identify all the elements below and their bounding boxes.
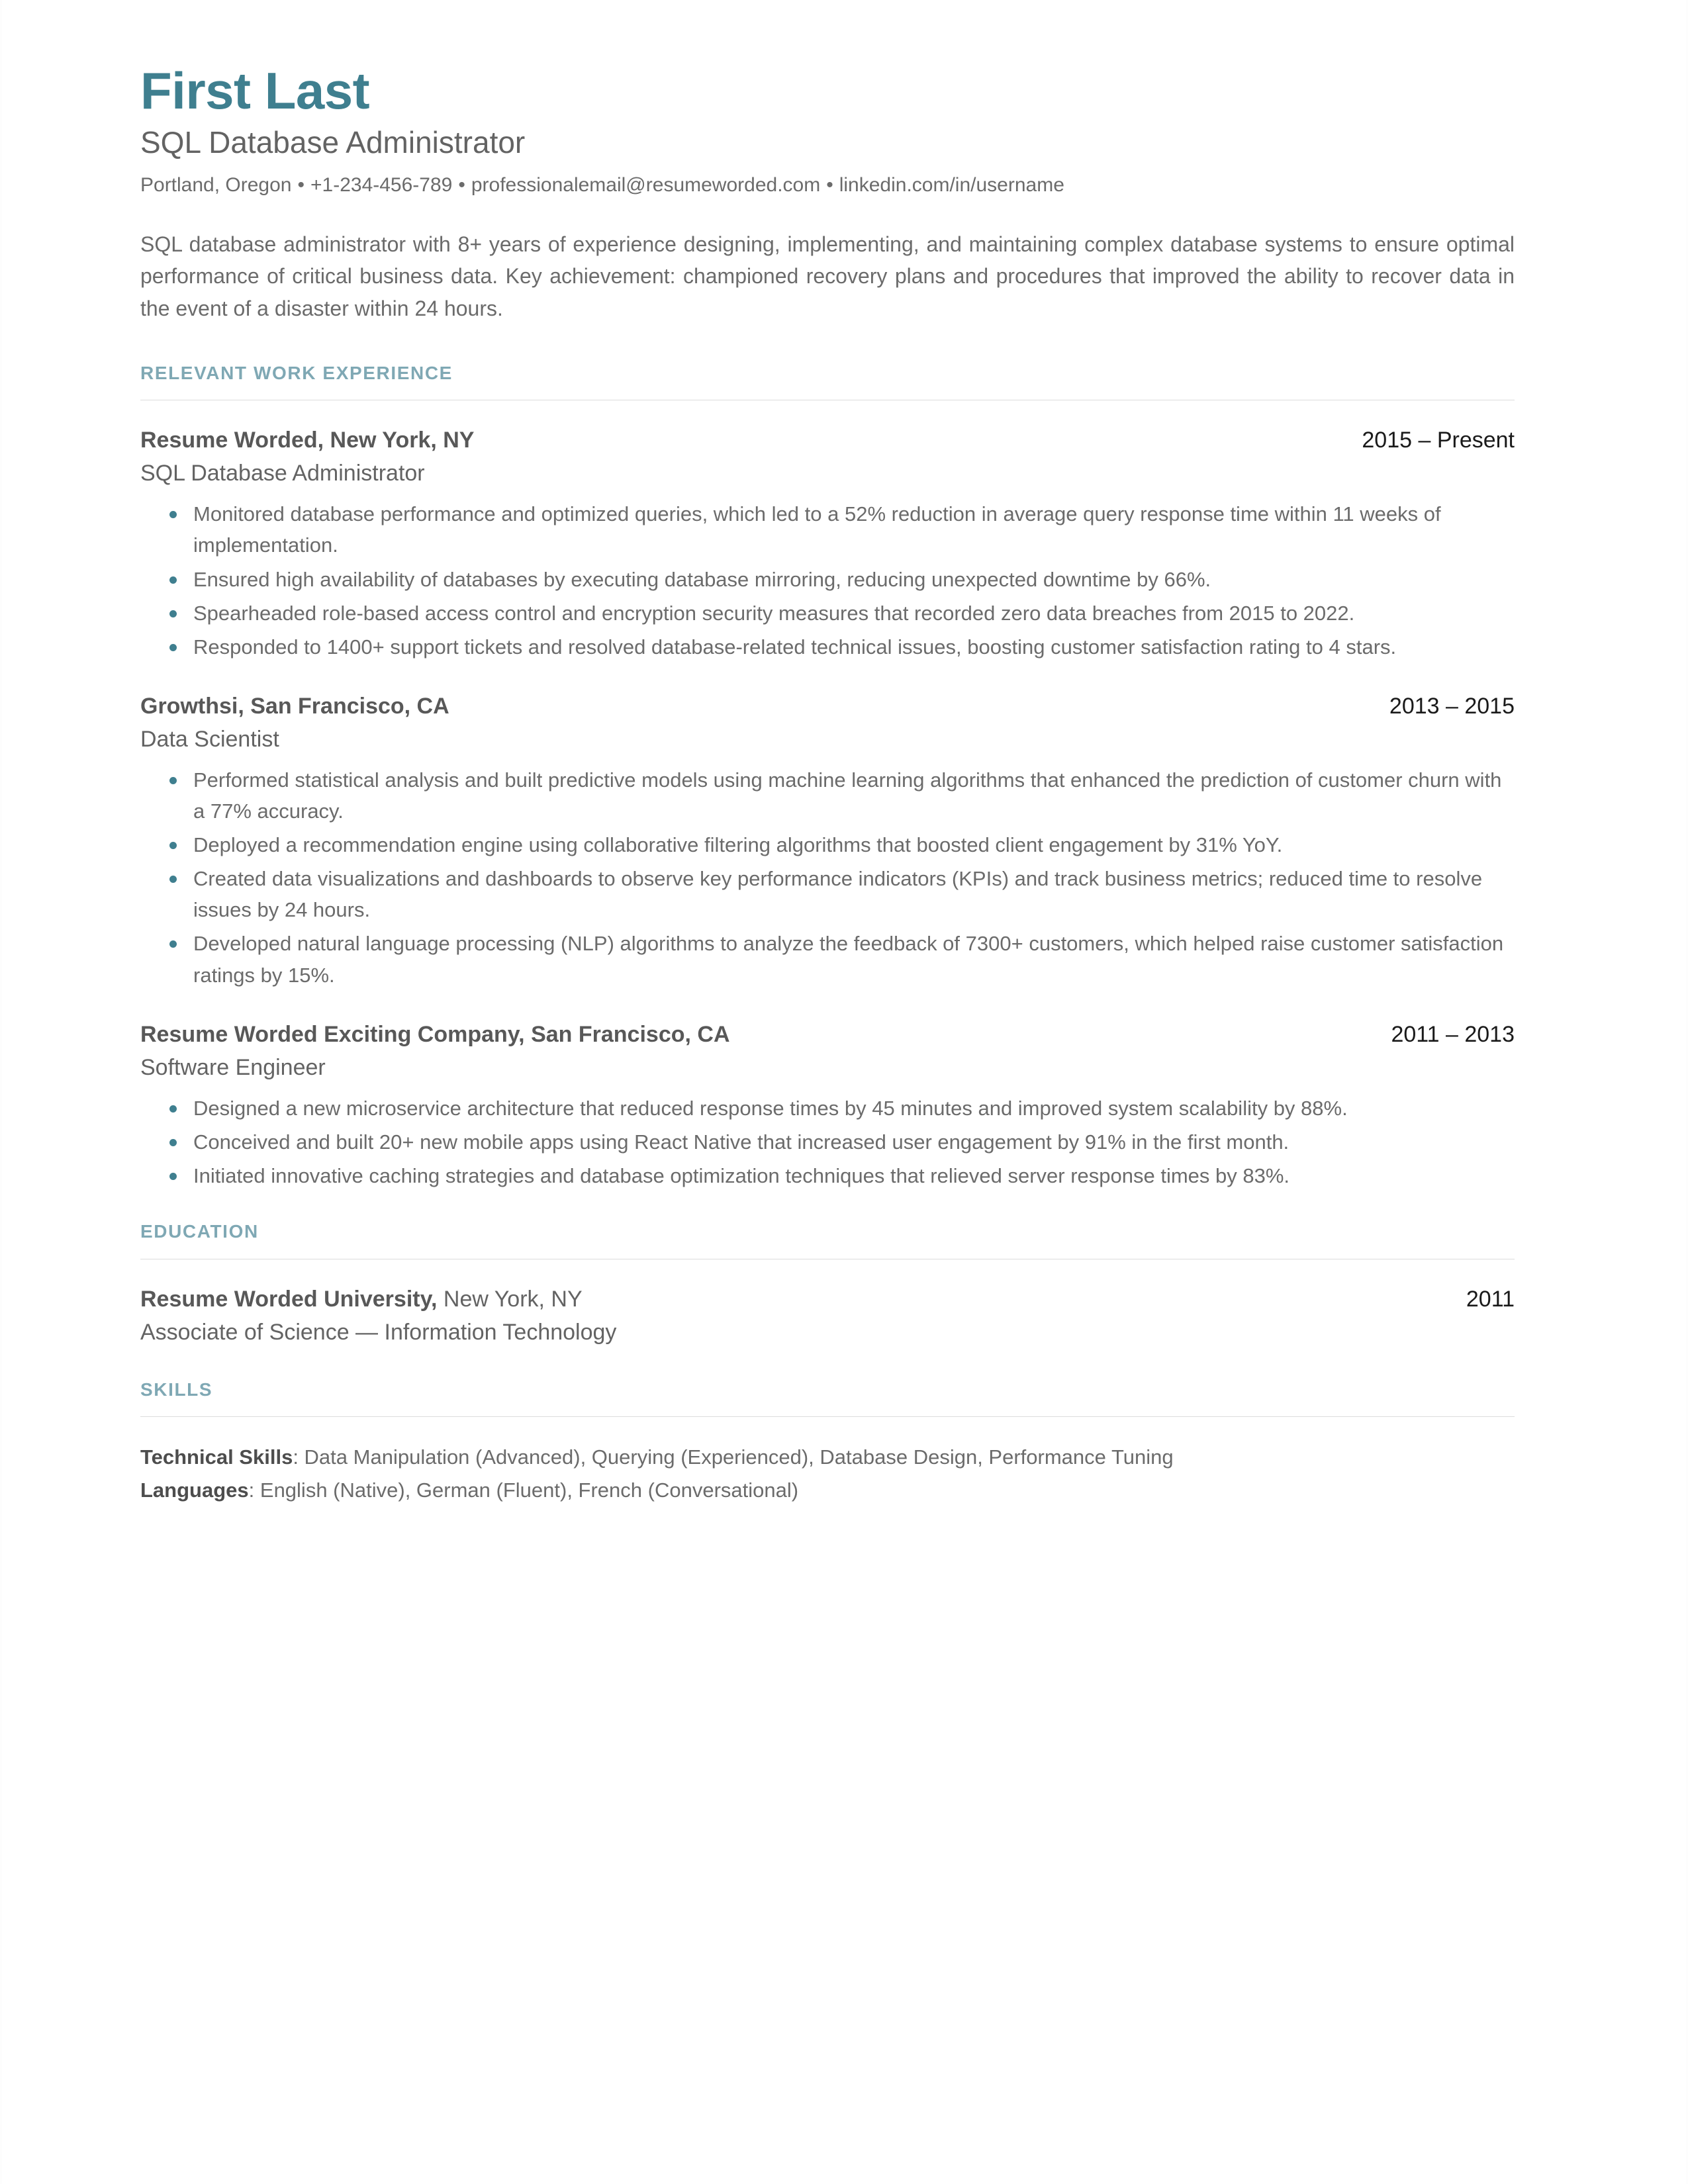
experience-entry-header: [140, 426, 1515, 455]
education-dates: 2011: [1466, 1286, 1515, 1312]
education-school-location: New York, NY: [437, 1286, 583, 1312]
education-school-name: Resume Worded University,: [140, 1286, 438, 1312]
experience-organization: Growthsi, San Francisco, CA: [140, 693, 449, 719]
education-degree: Associate of Science — Information Technology: [140, 1319, 617, 1345]
section-heading-education: EDUCATION: [140, 1221, 259, 1242]
resume-content: [140, 63, 1515, 1508]
experience-bullet-list: [140, 498, 1515, 662]
experience-bullet-list: [140, 764, 1515, 991]
contact-location: Portland, Oregon: [140, 173, 292, 196]
skill-category-label: Technical Skills: [140, 1445, 293, 1469]
experience-bullet: Designed a new microservice architecture that reduced response times by 45 minutes and improved system scalability by 88%.: [140, 1093, 1515, 1124]
experience-bullet: Monitored database performance and optimized queries, which led to a 52% reduction in average query response time within 11 weeks of implementation.: [140, 498, 1515, 561]
experience-organization: Resume Worded, New York, NY: [140, 428, 475, 453]
experience-entry-header: [140, 692, 1515, 721]
experience-bullet: Ensured high availability of databases by executing database mirroring, reducing unexpected downtime by 66%.: [140, 564, 1515, 595]
skill-line: [140, 1475, 1515, 1506]
section-heading-experience: RELEVANT WORK EXPERIENCE: [140, 362, 453, 383]
skill-line: [140, 1442, 1515, 1473]
contact-separator-3: •: [826, 173, 833, 196]
section-divider-skills: [140, 1416, 1515, 1417]
experience-bullet: Developed natural language processing (NLP) algorithms to analyze the feedback of 7300+ customers, which helped raise customer satisfaction ratings by 15%.: [140, 928, 1515, 990]
experience-role: SQL Database Administrator: [140, 461, 425, 486]
section-heading-skills: SKILLS: [140, 1379, 213, 1400]
experience-entry: [140, 1020, 1515, 1191]
experience-organization: Resume Worded Exciting Company, San Francisco, CA: [140, 1021, 730, 1047]
education-school: [140, 1285, 583, 1314]
skills-list: [140, 1442, 1515, 1506]
contact-linkedin[interactable]: linkedin.com/in/username: [839, 173, 1064, 196]
experience-entry: [140, 692, 1515, 991]
experience-bullet: Created data visualizations and dashboards to observe key performance indicators (KPIs) and track business metrics; reduced time to resolve issues by 24 hours.: [140, 863, 1515, 925]
experience-bullet: Conceived and built 20+ new mobile apps using React Native that increased user engagement by 91% in the first month.: [140, 1126, 1515, 1158]
candidate-name: First Last: [140, 62, 370, 120]
page-edge-left: [0, 0, 2, 2184]
contact-email[interactable]: professionalemail@resumeworded.com: [471, 173, 821, 196]
experience-role: Data Scientist: [140, 727, 279, 752]
professional-summary: SQL database administrator with 8+ years of experience designing, implementing, and maintaining complex database systems to ensure optimal performance of critical business data. Key achievement: championed recovery plans and procedures that improved the ability to recover data in the event of a disaster within 24 hours.: [140, 232, 1515, 320]
skill-values: Data Manipulation (Advanced), Querying (Experienced), Database Design, Performance Tuning: [304, 1445, 1174, 1469]
experience-bullet: Deployed a recommendation engine using collaborative filtering algorithms that boosted client engagement by 31% YoY.: [140, 829, 1515, 860]
contact-separator-2: •: [458, 173, 465, 196]
skill-separator: :: [293, 1445, 305, 1469]
education-entry: [140, 1285, 1515, 1348]
education-list: [140, 1285, 1515, 1348]
education-entry-header: [140, 1285, 1515, 1314]
contact-line: [140, 171, 1515, 199]
section-work-experience: [140, 362, 1515, 1191]
experience-bullet: Spearheaded role-based access control and encryption security measures that recorded zero data breaches from 2015 to 2022.: [140, 598, 1515, 629]
experience-dates: 2013 – 2015: [1389, 693, 1515, 719]
experience-bullet: Performed statistical analysis and built predictive models using machine learning algorithms that enhanced the prediction of customer churn with a 77% accuracy.: [140, 764, 1515, 827]
experience-role: Software Engineer: [140, 1054, 326, 1080]
experience-bullet-list: [140, 1093, 1515, 1191]
skill-values: English (Native), German (Fluent), French (Conversational): [259, 1479, 799, 1502]
section-education: [140, 1220, 1515, 1348]
experience-bullet: Responded to 1400+ support tickets and resolved database-related technical issues, boosting customer satisfaction rating to 4 stars.: [140, 631, 1515, 662]
skill-separator: :: [248, 1479, 260, 1502]
candidate-job-title: SQL Database Administrator: [140, 125, 526, 160]
experience-dates: 2011 – 2013: [1391, 1021, 1515, 1047]
experience-dates: 2015 – Present: [1362, 428, 1515, 453]
contact-separator-1: •: [297, 173, 305, 196]
experience-entry: [140, 426, 1515, 662]
experience-list: [140, 426, 1515, 1191]
section-skills: [140, 1379, 1515, 1506]
experience-entry-header: [140, 1020, 1515, 1049]
contact-phone[interactable]: +1-234-456-789: [310, 173, 453, 196]
experience-bullet: Initiated innovative caching strategies and database optimization techniques that relieved server response times by 83%.: [140, 1160, 1515, 1191]
skill-category-label: Languages: [140, 1479, 249, 1502]
